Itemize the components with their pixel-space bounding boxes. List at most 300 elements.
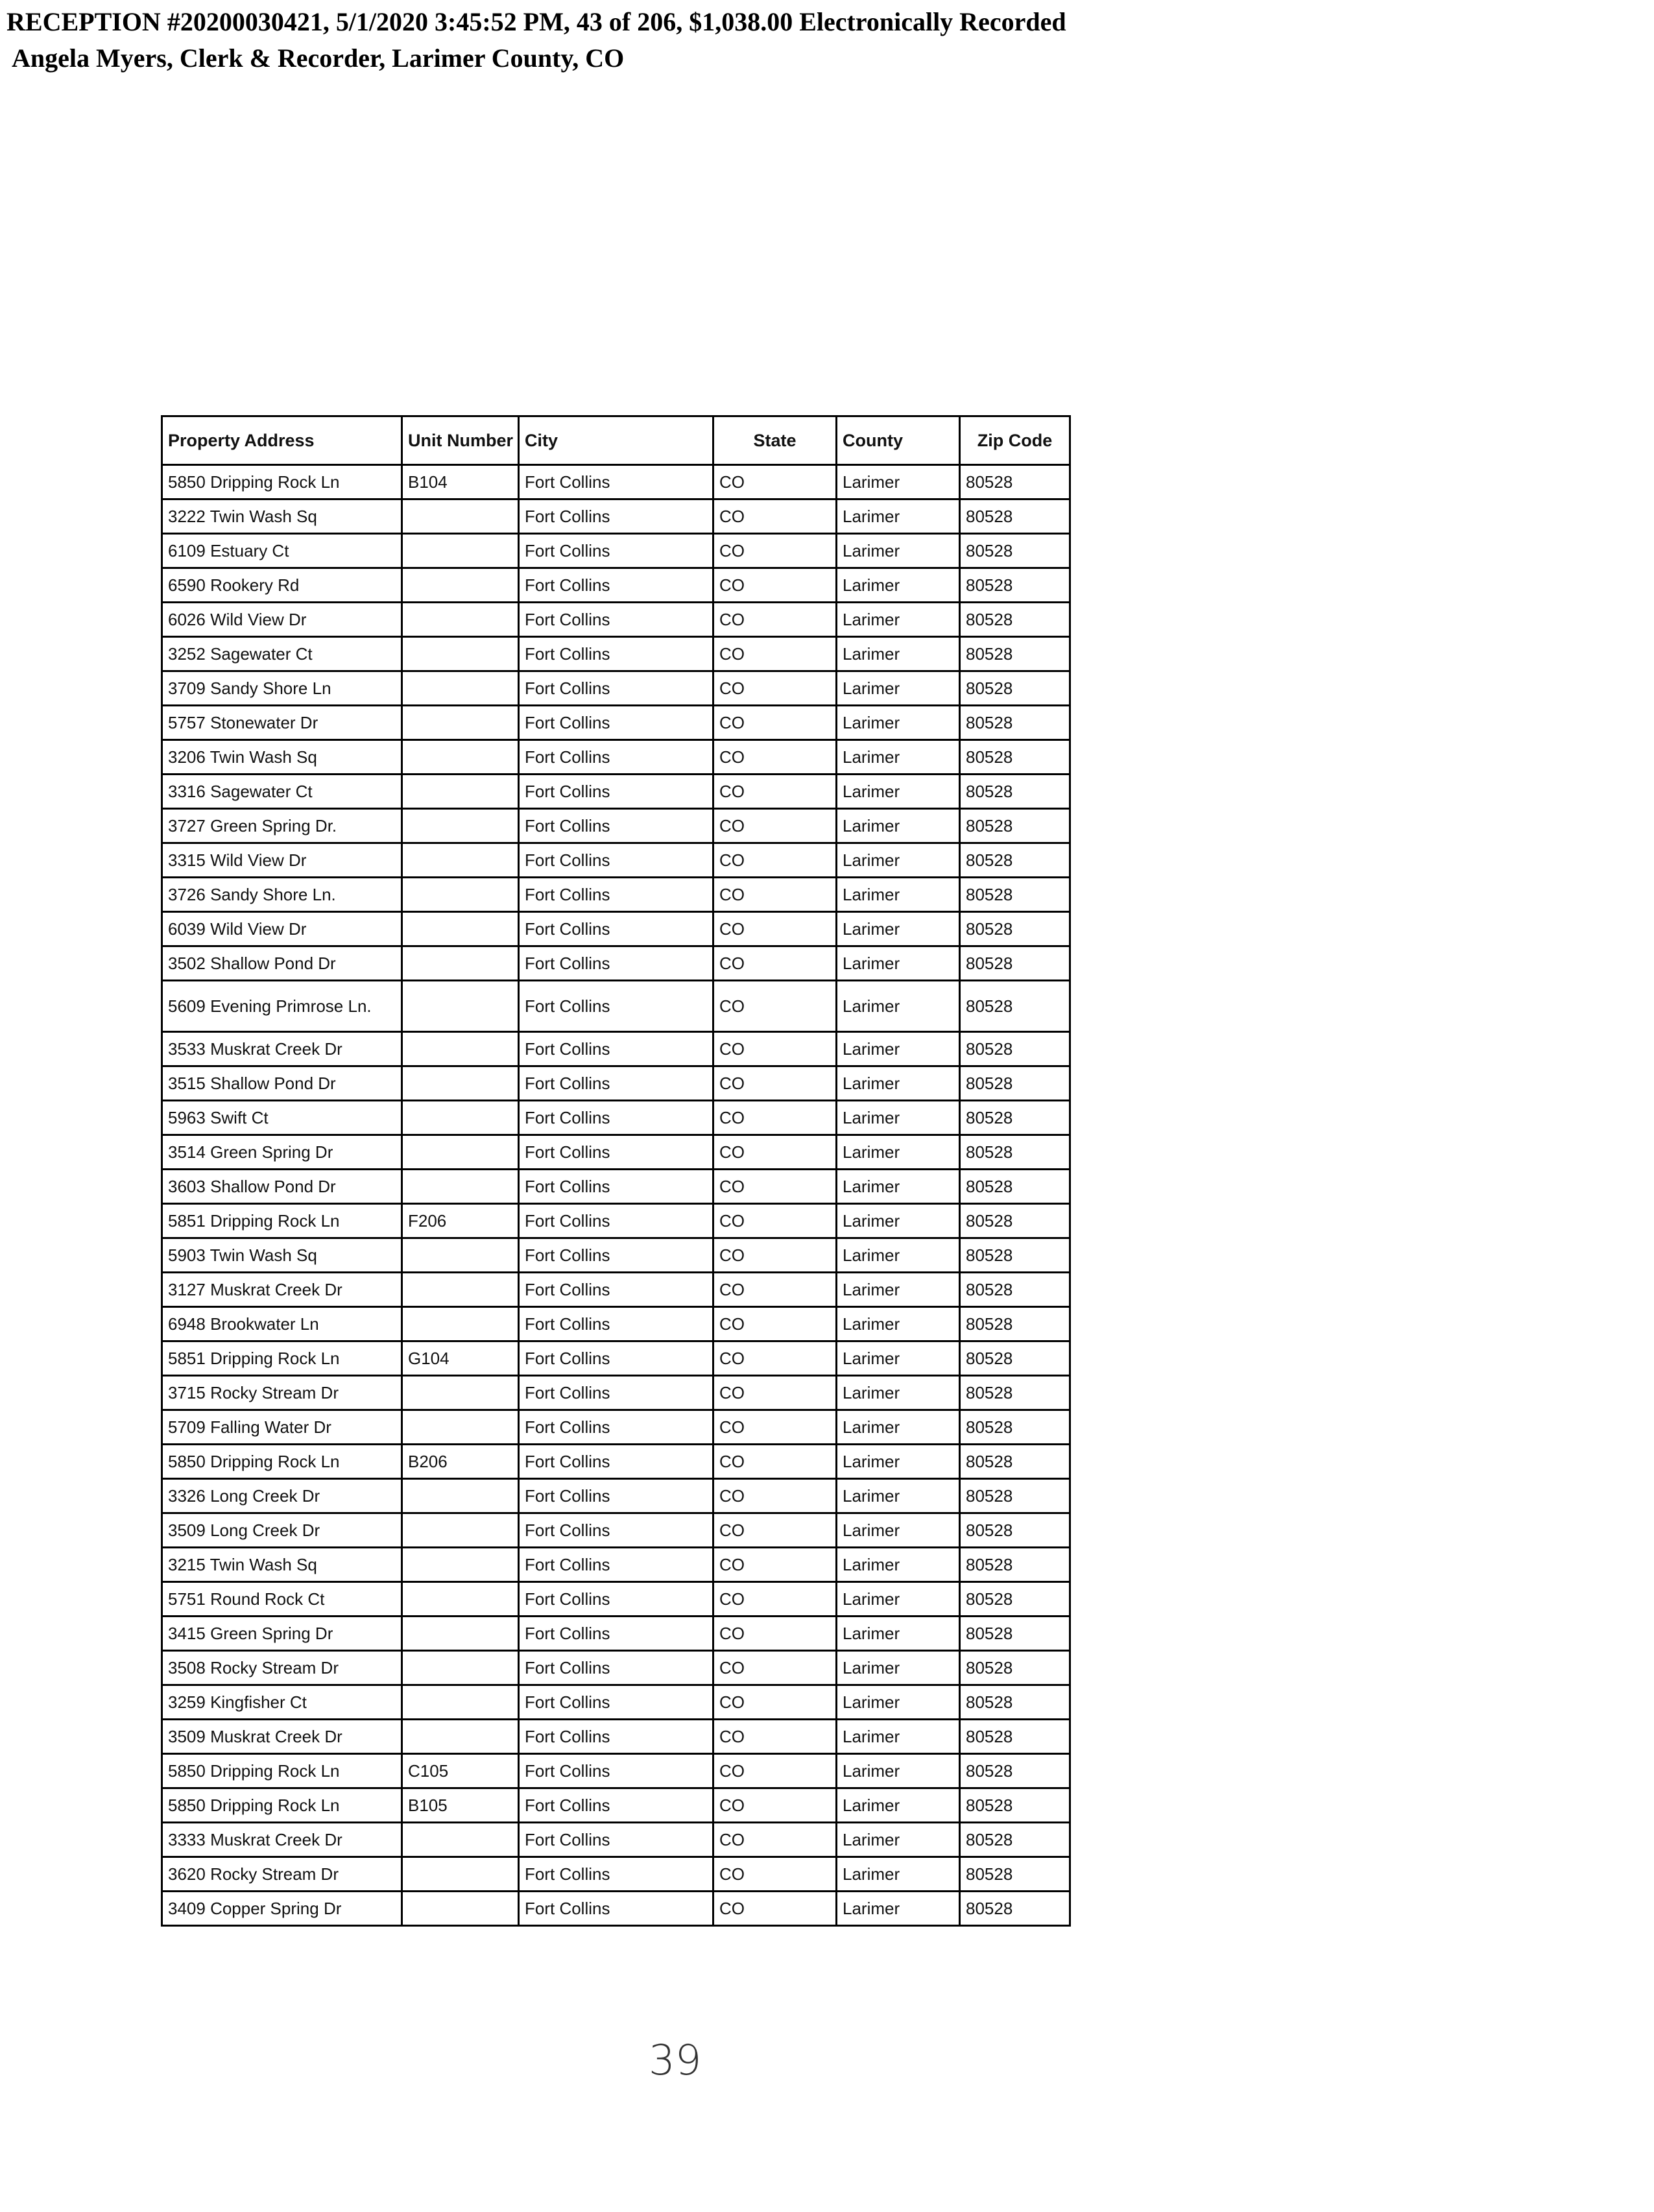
cell-state: CO	[713, 1582, 837, 1617]
cell-unit-number	[402, 1892, 519, 1926]
cell-city: Fort Collins	[519, 775, 713, 809]
cell-unit-number	[402, 946, 519, 981]
cell-county: Larimer	[837, 946, 960, 981]
table-body	[162, 465, 1070, 1926]
cell-state: CO	[713, 637, 837, 671]
table-row	[162, 1823, 1070, 1857]
clerk-line: Angela Myers, Clerk & Recorder, Larimer County, CO	[12, 43, 625, 73]
cell-zip-code: 80528	[960, 946, 1070, 981]
cell-city: Fort Collins	[519, 946, 713, 981]
cell-property-address: 3316 Sagewater Ct	[162, 775, 402, 809]
cell-city: Fort Collins	[519, 1754, 713, 1788]
cell-unit-number	[402, 775, 519, 809]
cell-city: Fort Collins	[519, 1307, 713, 1341]
cell-property-address: 5751 Round Rock Ct	[162, 1582, 402, 1617]
cell-zip-code: 80528	[960, 1341, 1070, 1376]
cell-unit-number: G104	[402, 1341, 519, 1376]
table-row	[162, 1548, 1070, 1582]
cell-county: Larimer	[837, 465, 960, 499]
table-row	[162, 981, 1070, 1032]
cell-state: CO	[713, 1513, 837, 1548]
cell-county: Larimer	[837, 1170, 960, 1204]
cell-zip-code: 80528	[960, 1032, 1070, 1066]
cell-unit-number	[402, 1548, 519, 1582]
cell-property-address: 6590 Rookery Rd	[162, 568, 402, 603]
table-row	[162, 1685, 1070, 1720]
cell-unit-number	[402, 1582, 519, 1617]
table-row	[162, 809, 1070, 843]
page-number: 39	[649, 2037, 702, 2085]
cell-state: CO	[713, 1376, 837, 1410]
cell-state: CO	[713, 1341, 837, 1376]
cell-zip-code: 80528	[960, 1204, 1070, 1238]
cell-unit-number	[402, 1651, 519, 1685]
cell-county: Larimer	[837, 671, 960, 706]
cell-state: CO	[713, 1479, 837, 1513]
table-row	[162, 1376, 1070, 1410]
cell-property-address: 3715 Rocky Stream Dr	[162, 1376, 402, 1410]
cell-county: Larimer	[837, 1307, 960, 1341]
table-row	[162, 1341, 1070, 1376]
cell-unit-number	[402, 1617, 519, 1651]
cell-zip-code: 80528	[960, 1651, 1070, 1685]
cell-property-address: 3409 Copper Spring Dr	[162, 1892, 402, 1926]
cell-city: Fort Collins	[519, 1445, 713, 1479]
cell-state: CO	[713, 1204, 837, 1238]
cell-property-address: 3603 Shallow Pond Dr	[162, 1170, 402, 1204]
cell-zip-code: 80528	[960, 1685, 1070, 1720]
cell-county: Larimer	[837, 1788, 960, 1823]
cell-zip-code: 80528	[960, 1720, 1070, 1754]
table-header-row	[162, 416, 1070, 465]
cell-city: Fort Collins	[519, 465, 713, 499]
cell-state: CO	[713, 1685, 837, 1720]
property-table-container	[161, 415, 1069, 1927]
table-row	[162, 1857, 1070, 1892]
table-row	[162, 946, 1070, 981]
cell-zip-code: 80528	[960, 1823, 1070, 1857]
cell-property-address: 3326 Long Creek Dr	[162, 1479, 402, 1513]
cell-state: CO	[713, 946, 837, 981]
cell-zip-code: 80528	[960, 740, 1070, 775]
cell-state: CO	[713, 1788, 837, 1823]
table-row	[162, 637, 1070, 671]
cell-state: CO	[713, 1410, 837, 1445]
cell-zip-code: 80528	[960, 568, 1070, 603]
cell-property-address: 3206 Twin Wash Sq	[162, 740, 402, 775]
cell-state: CO	[713, 775, 837, 809]
cell-county: Larimer	[837, 1685, 960, 1720]
cell-property-address: 5850 Dripping Rock Ln	[162, 465, 402, 499]
cell-property-address: 6026 Wild View Dr	[162, 603, 402, 637]
cell-zip-code: 80528	[960, 1273, 1070, 1307]
cell-unit-number	[402, 499, 519, 534]
cell-zip-code: 80528	[960, 809, 1070, 843]
cell-state: CO	[713, 878, 837, 912]
cell-unit-number	[402, 809, 519, 843]
cell-county: Larimer	[837, 706, 960, 740]
cell-city: Fort Collins	[519, 1066, 713, 1101]
table-row	[162, 1066, 1070, 1101]
cell-zip-code: 80528	[960, 912, 1070, 946]
cell-city: Fort Collins	[519, 1582, 713, 1617]
cell-state: CO	[713, 499, 837, 534]
cell-city: Fort Collins	[519, 1548, 713, 1582]
cell-state: CO	[713, 568, 837, 603]
table-row	[162, 671, 1070, 706]
cell-property-address: 3508 Rocky Stream Dr	[162, 1651, 402, 1685]
cell-city: Fort Collins	[519, 1204, 713, 1238]
cell-county: Larimer	[837, 1101, 960, 1135]
cell-unit-number	[402, 1032, 519, 1066]
cell-county: Larimer	[837, 1651, 960, 1685]
cell-county: Larimer	[837, 568, 960, 603]
table-row	[162, 1101, 1070, 1135]
cell-property-address: 3415 Green Spring Dr	[162, 1617, 402, 1651]
cell-county: Larimer	[837, 1754, 960, 1788]
cell-county: Larimer	[837, 775, 960, 809]
cell-county: Larimer	[837, 1204, 960, 1238]
cell-property-address: 3127 Muskrat Creek Dr	[162, 1273, 402, 1307]
cell-property-address: 3215 Twin Wash Sq	[162, 1548, 402, 1582]
table-row	[162, 1410, 1070, 1445]
cell-state: CO	[713, 706, 837, 740]
cell-county: Larimer	[837, 1341, 960, 1376]
cell-state: CO	[713, 1857, 837, 1892]
cell-zip-code: 80528	[960, 534, 1070, 568]
cell-city: Fort Collins	[519, 706, 713, 740]
cell-city: Fort Collins	[519, 1238, 713, 1273]
cell-unit-number	[402, 603, 519, 637]
cell-state: CO	[713, 1445, 837, 1479]
cell-county: Larimer	[837, 1823, 960, 1857]
table-row	[162, 1617, 1070, 1651]
cell-zip-code: 80528	[960, 1170, 1070, 1204]
cell-city: Fort Collins	[519, 1101, 713, 1135]
cell-city: Fort Collins	[519, 981, 713, 1032]
cell-unit-number	[402, 1410, 519, 1445]
cell-zip-code: 80528	[960, 706, 1070, 740]
cell-city: Fort Collins	[519, 1685, 713, 1720]
cell-county: Larimer	[837, 740, 960, 775]
cell-property-address: 5851 Dripping Rock Ln	[162, 1341, 402, 1376]
table-row	[162, 1788, 1070, 1823]
cell-unit-number: B104	[402, 465, 519, 499]
cell-zip-code: 80528	[960, 878, 1070, 912]
cell-county: Larimer	[837, 1445, 960, 1479]
cell-property-address: 3533 Muskrat Creek Dr	[162, 1032, 402, 1066]
cell-county: Larimer	[837, 1548, 960, 1582]
table-row	[162, 878, 1070, 912]
cell-county: Larimer	[837, 1410, 960, 1445]
cell-city: Fort Collins	[519, 1788, 713, 1823]
cell-unit-number: C105	[402, 1754, 519, 1788]
cell-city: Fort Collins	[519, 637, 713, 671]
cell-zip-code: 80528	[960, 1410, 1070, 1445]
cell-county: Larimer	[837, 1273, 960, 1307]
cell-property-address: 3252 Sagewater Ct	[162, 637, 402, 671]
cell-county: Larimer	[837, 1479, 960, 1513]
cell-city: Fort Collins	[519, 740, 713, 775]
cell-property-address: 5850 Dripping Rock Ln	[162, 1754, 402, 1788]
cell-city: Fort Collins	[519, 1170, 713, 1204]
cell-city: Fort Collins	[519, 1892, 713, 1926]
cell-city: Fort Collins	[519, 568, 713, 603]
cell-county: Larimer	[837, 1582, 960, 1617]
cell-city: Fort Collins	[519, 1617, 713, 1651]
cell-unit-number	[402, 1135, 519, 1170]
column-header-state: State	[713, 416, 837, 465]
cell-zip-code: 80528	[960, 671, 1070, 706]
cell-property-address: 3726 Sandy Shore Ln.	[162, 878, 402, 912]
cell-zip-code: 80528	[960, 1548, 1070, 1582]
cell-unit-number	[402, 1823, 519, 1857]
cell-property-address: 3727 Green Spring Dr.	[162, 809, 402, 843]
table-row	[162, 1754, 1070, 1788]
table-row	[162, 1204, 1070, 1238]
cell-property-address: 3259 Kingfisher Ct	[162, 1685, 402, 1720]
cell-state: CO	[713, 1032, 837, 1066]
column-header-property-address: Property Address	[162, 416, 402, 465]
cell-zip-code: 80528	[960, 1754, 1070, 1788]
cell-state: CO	[713, 1720, 837, 1754]
cell-unit-number	[402, 1273, 519, 1307]
table-row	[162, 706, 1070, 740]
cell-unit-number	[402, 706, 519, 740]
cell-city: Fort Collins	[519, 878, 713, 912]
cell-state: CO	[713, 912, 837, 946]
cell-unit-number: F206	[402, 1204, 519, 1238]
cell-county: Larimer	[837, 534, 960, 568]
cell-city: Fort Collins	[519, 1651, 713, 1685]
cell-zip-code: 80528	[960, 843, 1070, 878]
cell-state: CO	[713, 1066, 837, 1101]
cell-city: Fort Collins	[519, 1032, 713, 1066]
cell-city: Fort Collins	[519, 1479, 713, 1513]
cell-city: Fort Collins	[519, 1341, 713, 1376]
cell-county: Larimer	[837, 878, 960, 912]
cell-zip-code: 80528	[960, 1445, 1070, 1479]
cell-property-address: 3222 Twin Wash Sq	[162, 499, 402, 534]
table-row	[162, 1513, 1070, 1548]
cell-property-address: 5850 Dripping Rock Ln	[162, 1445, 402, 1479]
table-row	[162, 1582, 1070, 1617]
cell-state: CO	[713, 1307, 837, 1341]
cell-county: Larimer	[837, 981, 960, 1032]
recording-header	[6, 4, 1066, 77]
cell-state: CO	[713, 740, 837, 775]
cell-zip-code: 80528	[960, 465, 1070, 499]
cell-state: CO	[713, 1651, 837, 1685]
cell-property-address: 3502 Shallow Pond Dr	[162, 946, 402, 981]
cell-zip-code: 80528	[960, 1857, 1070, 1892]
cell-unit-number	[402, 568, 519, 603]
column-header-county: County	[837, 416, 960, 465]
table-row	[162, 843, 1070, 878]
cell-county: Larimer	[837, 603, 960, 637]
cell-property-address: 5850 Dripping Rock Ln	[162, 1788, 402, 1823]
cell-zip-code: 80528	[960, 1376, 1070, 1410]
table-row	[162, 1273, 1070, 1307]
cell-unit-number: B206	[402, 1445, 519, 1479]
cell-zip-code: 80528	[960, 1617, 1070, 1651]
cell-unit-number	[402, 1307, 519, 1341]
cell-county: Larimer	[837, 809, 960, 843]
cell-unit-number	[402, 1376, 519, 1410]
cell-city: Fort Collins	[519, 843, 713, 878]
cell-zip-code: 80528	[960, 1238, 1070, 1273]
cell-city: Fort Collins	[519, 1720, 713, 1754]
cell-zip-code: 80528	[960, 1788, 1070, 1823]
cell-unit-number	[402, 912, 519, 946]
cell-county: Larimer	[837, 1238, 960, 1273]
cell-property-address: 6109 Estuary Ct	[162, 534, 402, 568]
column-header-zip-code: Zip Code	[960, 416, 1070, 465]
table-row	[162, 1479, 1070, 1513]
cell-county: Larimer	[837, 1135, 960, 1170]
cell-property-address: 5757 Stonewater Dr	[162, 706, 402, 740]
cell-zip-code: 80528	[960, 1101, 1070, 1135]
reception-line: RECEPTION #20200030421, 5/1/2020 3:45:52 PM, 43 of 206, $1,038.00 Electronically Recorded	[6, 7, 1066, 36]
cell-city: Fort Collins	[519, 603, 713, 637]
table-row	[162, 568, 1070, 603]
cell-county: Larimer	[837, 637, 960, 671]
cell-property-address: 3509 Muskrat Creek Dr	[162, 1720, 402, 1754]
cell-county: Larimer	[837, 1513, 960, 1548]
cell-zip-code: 80528	[960, 1135, 1070, 1170]
cell-zip-code: 80528	[960, 1582, 1070, 1617]
cell-city: Fort Collins	[519, 671, 713, 706]
cell-county: Larimer	[837, 912, 960, 946]
cell-unit-number: B105	[402, 1788, 519, 1823]
cell-property-address: 3709 Sandy Shore Ln	[162, 671, 402, 706]
table-row	[162, 740, 1070, 775]
cell-city: Fort Collins	[519, 1376, 713, 1410]
cell-state: CO	[713, 1135, 837, 1170]
cell-city: Fort Collins	[519, 1410, 713, 1445]
cell-zip-code: 80528	[960, 1513, 1070, 1548]
cell-unit-number	[402, 1857, 519, 1892]
cell-zip-code: 80528	[960, 499, 1070, 534]
cell-property-address: 5963 Swift Ct	[162, 1101, 402, 1135]
cell-county: Larimer	[837, 1857, 960, 1892]
cell-zip-code: 80528	[960, 1066, 1070, 1101]
table-row	[162, 603, 1070, 637]
cell-property-address: 3514 Green Spring Dr	[162, 1135, 402, 1170]
cell-city: Fort Collins	[519, 809, 713, 843]
table-row	[162, 499, 1070, 534]
cell-property-address: 5851 Dripping Rock Ln	[162, 1204, 402, 1238]
cell-unit-number	[402, 1170, 519, 1204]
cell-zip-code: 80528	[960, 603, 1070, 637]
table-row	[162, 1238, 1070, 1273]
cell-unit-number	[402, 843, 519, 878]
cell-city: Fort Collins	[519, 1823, 713, 1857]
cell-county: Larimer	[837, 1617, 960, 1651]
cell-state: CO	[713, 1617, 837, 1651]
cell-zip-code: 80528	[960, 637, 1070, 671]
column-header-city: City	[519, 416, 713, 465]
cell-unit-number	[402, 878, 519, 912]
table-row	[162, 1170, 1070, 1204]
cell-zip-code: 80528	[960, 775, 1070, 809]
cell-county: Larimer	[837, 1892, 960, 1926]
table-row	[162, 775, 1070, 809]
cell-property-address: 3620 Rocky Stream Dr	[162, 1857, 402, 1892]
cell-state: CO	[713, 1823, 837, 1857]
cell-zip-code: 80528	[960, 1479, 1070, 1513]
cell-zip-code: 80528	[960, 1307, 1070, 1341]
cell-unit-number	[402, 1685, 519, 1720]
cell-city: Fort Collins	[519, 1135, 713, 1170]
cell-unit-number	[402, 1479, 519, 1513]
table-row	[162, 1307, 1070, 1341]
cell-unit-number	[402, 1066, 519, 1101]
cell-unit-number	[402, 1513, 519, 1548]
cell-zip-code: 80528	[960, 1892, 1070, 1926]
cell-property-address: 5709 Falling Water Dr	[162, 1410, 402, 1445]
cell-city: Fort Collins	[519, 534, 713, 568]
cell-state: CO	[713, 1754, 837, 1788]
cell-unit-number	[402, 637, 519, 671]
cell-county: Larimer	[837, 1066, 960, 1101]
property-table	[161, 415, 1071, 1927]
cell-state: CO	[713, 465, 837, 499]
table-row	[162, 1135, 1070, 1170]
cell-unit-number	[402, 1101, 519, 1135]
cell-county: Larimer	[837, 1032, 960, 1066]
cell-county: Larimer	[837, 1376, 960, 1410]
cell-property-address: 5903 Twin Wash Sq	[162, 1238, 402, 1273]
cell-state: CO	[713, 809, 837, 843]
cell-state: CO	[713, 1238, 837, 1273]
cell-property-address: 3333 Muskrat Creek Dr	[162, 1823, 402, 1857]
cell-state: CO	[713, 843, 837, 878]
cell-unit-number	[402, 981, 519, 1032]
cell-county: Larimer	[837, 843, 960, 878]
cell-city: Fort Collins	[519, 1513, 713, 1548]
cell-state: CO	[713, 1170, 837, 1204]
cell-property-address: 3515 Shallow Pond Dr	[162, 1066, 402, 1101]
cell-unit-number	[402, 534, 519, 568]
cell-state: CO	[713, 1101, 837, 1135]
cell-state: CO	[713, 1548, 837, 1582]
table-row	[162, 1651, 1070, 1685]
cell-property-address: 6039 Wild View Dr	[162, 912, 402, 946]
cell-state: CO	[713, 981, 837, 1032]
cell-state: CO	[713, 1273, 837, 1307]
table-row	[162, 1445, 1070, 1479]
cell-unit-number	[402, 671, 519, 706]
cell-property-address: 3509 Long Creek Dr	[162, 1513, 402, 1548]
cell-city: Fort Collins	[519, 1857, 713, 1892]
column-header-unit-number: Unit Number	[402, 416, 519, 465]
cell-state: CO	[713, 671, 837, 706]
cell-city: Fort Collins	[519, 912, 713, 946]
table-row	[162, 1720, 1070, 1754]
table-row	[162, 534, 1070, 568]
cell-unit-number	[402, 1720, 519, 1754]
cell-state: CO	[713, 603, 837, 637]
cell-unit-number	[402, 1238, 519, 1273]
cell-zip-code: 80528	[960, 981, 1070, 1032]
cell-county: Larimer	[837, 1720, 960, 1754]
cell-city: Fort Collins	[519, 499, 713, 534]
cell-state: CO	[713, 1892, 837, 1926]
cell-property-address: 3315 Wild View Dr	[162, 843, 402, 878]
cell-state: CO	[713, 534, 837, 568]
table-row	[162, 1892, 1070, 1926]
